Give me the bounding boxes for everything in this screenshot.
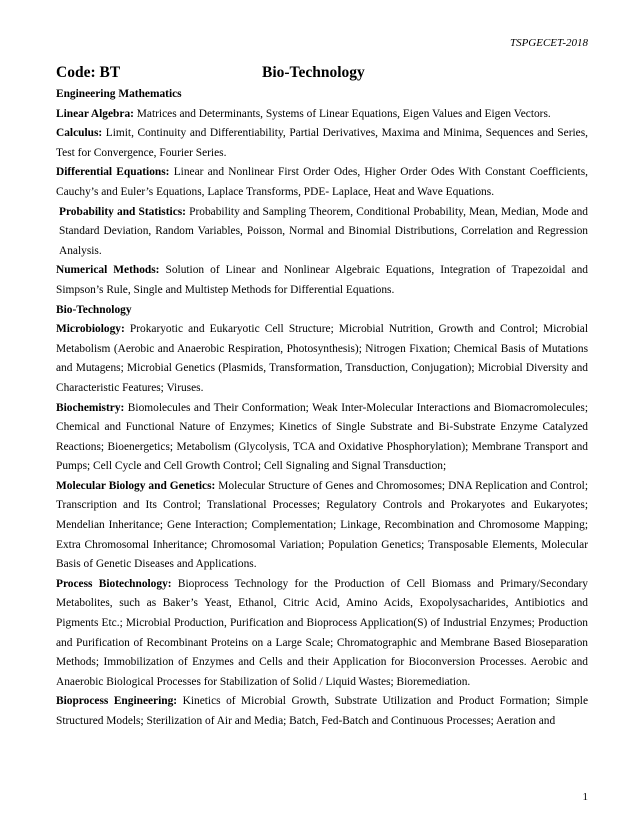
topic-text: Solution of Linear and Nonlinear Algebraic Equations, Integration of Trapezoidal and Simpson’s Rule, Single and Multistep Methods for Differential Equations. xyxy=(56,264,588,296)
section-heading: Engineering Mathematics xyxy=(56,88,182,100)
topic-title: Biochemistry: xyxy=(56,401,125,414)
topic-text: Molecular Structure of Genes and Chromosomes; DNA Replication and Control; Transcription and Its Control; Translational Processes; Regulatory Controls and Prokaryotes and Eukaryotes; Mendelian Inheritance; Gene Interaction; Complementation; Linkage, Recombination and Chromosome Mapping; Extra Chromosomal Inheritance; Chromosomal Variation; Population Genetics; Transposable Elements, Molecular Basis of Genetic Diseases and Applications. xyxy=(56,479,588,571)
topic-title: Probability and Statistics: xyxy=(59,205,186,218)
title-code: Code: BT xyxy=(56,64,121,81)
topic-text: Biomolecules and Their Conformation; Weak Inter-Molecular Interactions and Biomacromolecules; Chemical and Functional Nature of Enzymes; Kinetics of Single Substrate and Bi-Substrate Enzyme Catalyzed Reactions; Bioenergetics; Metabolism (Glycolysis, TCA and Oxidative Phosphorylation); Membrane Transport and Pumps; Cell Cycle and Cell Growth Control; Cell Signaling and Signal Transduction; xyxy=(56,401,588,473)
topic-text: Kinetics of Microbial Growth, Substrate Utilization and Product Formation; Simple Structured Models; Sterilization of Air and Media; Batch, Fed-Batch and Continuous Processes; Aeration and xyxy=(56,695,588,727)
topic-title: Microbiology: xyxy=(56,323,125,336)
topic-paragraph xyxy=(56,320,588,398)
topic-title: Process Biotechnology: xyxy=(56,577,172,590)
topic-text: Prokaryotic and Eukaryotic Cell Structure; Microbial Nutrition, Growth and Control; Microbial Metabolism (Aerobic and Anaerobic Respiration, Photosynthesis); Nitrogen Fixation; Chemical Basis of Mutations and Mutagens; Microbial Genetics (Plasmids, Transformation, Transduction, Conjugation); Microbial Diversity and Characteristic Features; Viruses. xyxy=(56,323,588,394)
topic-paragraph xyxy=(56,477,588,575)
page-number: 1 xyxy=(582,791,588,803)
topic-text: Matrices and Determinants, Systems of Linear Equations, Eigen Values and Eigen Vectors. xyxy=(133,107,551,120)
topic-title: Numerical Methods: xyxy=(56,264,160,277)
topic-paragraph xyxy=(56,399,588,477)
topic-text: Limit, Continuity and Differentiability, Partial Derivatives, Maxima and Minima, Sequences and Series, Test for Convergence, Fourier Series. xyxy=(56,127,588,159)
topic-title: Linear Algebra: xyxy=(56,107,134,120)
topic-paragraph xyxy=(56,261,588,300)
topic-paragraph xyxy=(56,163,588,202)
topic-text: Probability and Sampling Theorem, Conditional Probability, Mean, Median, Mode and Standard Deviation, Random Variables, Poisson, Normal and Binomial Distributions, Correlation and Regression Analysis. xyxy=(59,205,588,257)
topic-paragraph xyxy=(56,203,588,262)
page-title xyxy=(56,64,586,84)
topic-paragraph xyxy=(56,124,588,163)
title-name: Bio-Technology xyxy=(262,64,365,81)
topic-title: Bioprocess Engineering: xyxy=(56,695,178,708)
topic-text: Linear and Nonlinear First Order Odes, Higher Order Odes With Constant Coefficients, Cauchy’s and Euler’s Equations, Laplace Transforms, PDE- Laplace, Heat and Wave Equations. xyxy=(56,166,588,198)
header-tag: TSPGECET-2018 xyxy=(509,37,588,49)
content-body xyxy=(56,85,588,732)
topic-paragraph xyxy=(56,692,588,731)
topic-title: Calculus: xyxy=(56,127,103,140)
topic-text: Bioprocess Technology for the Production of Cell Biomass and Primary/Secondary Metabolites, such as Baker’s Yeast, Ethanol, Citric Acid, Amino Acids, Exopolysacharides, Antibiotics and Pigments Etc.; Microbial Production, Purification and Bioprocess Application(S) of Industrial Enzymes; Production and Purification of Recombinant Proteins on a Large Scale; Chromatographic and Membrane Based Bioseparation Methods; Immobilization of Enzymes and Cells and their Application for Bioconversion Processes. Aerobic and Anaerobic Biological Processes for Stabilization of Solid / Liquid Wastes; Bioremediation. xyxy=(56,577,589,688)
topic-paragraph xyxy=(56,105,588,125)
topic-paragraph xyxy=(56,575,588,693)
topic-title: Differential Equations: xyxy=(56,166,170,179)
topic-title: Molecular Biology and Genetics: xyxy=(56,479,216,492)
section-heading: Bio-Technology xyxy=(56,303,132,316)
